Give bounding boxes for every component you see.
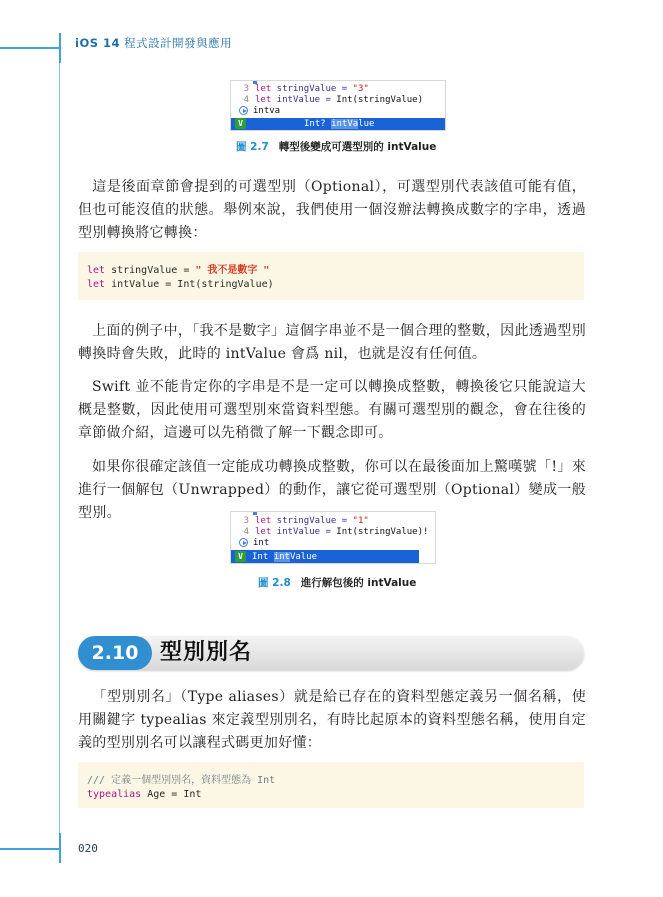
code-line: typealias Age = Int	[87, 789, 202, 800]
code-line: 4 let intValue = Int(stringValue)!	[243, 527, 429, 537]
variable-badge-icon: V	[235, 551, 246, 562]
figure-caption	[258, 575, 416, 590]
running-header	[75, 35, 232, 51]
code-line-typing: intva	[231, 106, 445, 117]
variable-badge-icon: V	[235, 118, 246, 129]
xcode-snippet-2	[230, 511, 436, 564]
code-line: let stringValue = " 我不是數字 "	[87, 265, 270, 276]
autocomplete-suggestion[interactable]: V Int intValue	[231, 550, 419, 564]
code-block	[78, 762, 584, 808]
autocomplete-suggestion[interactable]: V Int? intValue	[231, 118, 445, 131]
footer-rule	[0, 848, 60, 850]
figure-caption-text: 轉型後變成可選型別的 intValue	[278, 141, 437, 153]
run-line-icon	[239, 106, 248, 115]
code-block	[78, 252, 584, 300]
code-line: 4 let intValue = Int(stringValue)	[243, 95, 423, 105]
body-paragraph: 如果你很確定該值一定能成功轉換成整數，你可以在最後面加上驚嘆號「!」來進行一個解包（Unwrapped）的動作，讓它從可選型別（Optional）變成一般型別。	[78, 459, 586, 521]
header-rule-vertical	[59, 33, 61, 63]
code-line-typing: int	[231, 538, 435, 549]
header-rule	[0, 47, 60, 49]
section-title: 型別別名	[160, 640, 253, 665]
header-title: 程式設計開發與應用	[124, 36, 233, 50]
body-paragraph: 這是後面章節會提到的可選型別（Optional），可選型別代表該值可能有值，但也可能沒值的狀態。舉例來說，我們使用一個沒辦法轉換成數字的字串，透過型別轉換將它轉換：	[78, 179, 586, 241]
body-paragraph: Swift 並不能肯定你的字串是不是一定可以轉換成整數，轉換後它只能說這大概是整數，因此使用可選型別來當資料型態。有關可選型別的觀念，會在往後的章節做介紹，這邊可以先稍微了解一下觀念即可。	[78, 379, 586, 441]
figure-label: 圖 2.7	[236, 141, 269, 153]
run-line-icon	[239, 538, 248, 547]
body-paragraph: 上面的例子中，「我不是數字」這個字串並不是一個合理的整數，因此透過型別轉換時會失敗，此時的 intValue 會爲 nil，也就是沒有任何值。	[78, 323, 586, 362]
section-header-bar	[78, 636, 584, 670]
figure-caption-text: 進行解包後的 intValue	[300, 577, 417, 589]
margin-rule	[59, 63, 60, 833]
body-paragraph: 「型別別名」（Type aliases）就是給已存在的資料型態定義另一個名稱，使用關鍵字 typealias 來定義型別別名，有時比起原本的資料型態名稱，使用自定義的型別別名可以讓程式碼更加好懂：	[78, 689, 586, 751]
scroll-marker	[253, 512, 257, 515]
code-line: 3 let stringValue = "3"	[243, 84, 369, 94]
figure-label: 圖 2.8	[258, 577, 291, 589]
page-number: 020	[78, 842, 98, 855]
code-comment: /// 定義一個型別別名，資料型態為 Int	[87, 775, 276, 786]
code-line: let intValue = Int(stringValue)	[87, 279, 274, 290]
header-brand: iOS 14	[75, 36, 121, 50]
xcode-snippet-1	[230, 80, 446, 131]
figure-caption	[236, 139, 436, 154]
section-number: 2.10	[78, 636, 152, 670]
code-line: 3 let stringValue = "1"	[243, 516, 369, 526]
